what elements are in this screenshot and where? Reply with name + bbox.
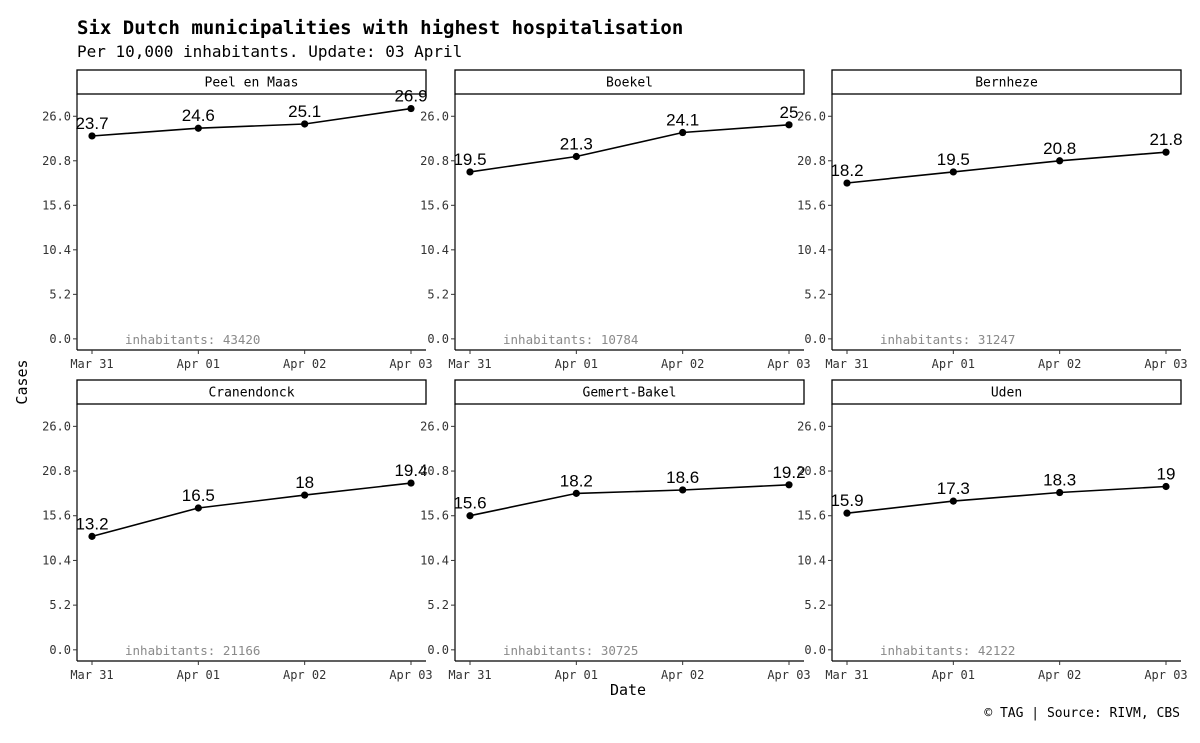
data-point (1162, 149, 1169, 156)
data-point (573, 153, 580, 160)
y-tick-label: 20.8 (420, 464, 449, 479)
data-label: 13.2 (75, 514, 109, 534)
x-tick-label: Apr 03 (389, 357, 433, 371)
data-label: 20.8 (1043, 138, 1077, 158)
x-tick-label: Apr 03 (767, 357, 811, 371)
data-point (785, 121, 792, 128)
y-tick-label: 26.0 (420, 109, 449, 124)
data-label: 18.2 (559, 471, 593, 491)
x-tick-label: Apr 03 (1144, 668, 1188, 682)
data-label: 21.3 (559, 134, 593, 154)
y-axis-title: Cases (13, 359, 31, 405)
y-tick-label: 20.8 (42, 153, 71, 168)
x-tick-label: Apr 02 (660, 668, 705, 682)
facet-strip-label: Boekel (606, 75, 653, 91)
x-tick-label: Mar 31 (825, 668, 869, 682)
y-tick-label: 0.0 (427, 642, 449, 657)
data-point (843, 179, 850, 186)
y-tick-label: 20.8 (797, 464, 826, 479)
data-point (407, 479, 414, 486)
x-tick-label: Apr 01 (931, 357, 976, 371)
facet-strip-label: Cranendonck (208, 385, 295, 401)
data-point (1162, 483, 1169, 490)
y-tick-label: 5.2 (804, 598, 826, 613)
data-point (679, 486, 686, 493)
x-tick-label: Mar 31 (70, 357, 114, 371)
data-point (195, 504, 202, 511)
panel-gemert-bakel (420, 380, 811, 682)
inhabitants-label: inhabitants: 10784 (503, 332, 639, 347)
panel-uden (797, 380, 1188, 682)
data-label: 17.3 (936, 479, 970, 499)
panel-peel-en-maas (42, 70, 433, 371)
y-tick-label: 5.2 (49, 287, 71, 302)
data-label: 19.4 (394, 461, 428, 481)
data-point (301, 120, 308, 127)
chart-title: Six Dutch municipalities with highest hospitalisation (77, 17, 684, 39)
data-point (679, 129, 686, 136)
data-label: 23.7 (75, 113, 109, 133)
y-tick-label: 10.4 (42, 242, 71, 257)
x-tick-label: Apr 03 (389, 668, 433, 682)
x-tick-label: Apr 02 (282, 357, 327, 371)
series-line (847, 487, 1166, 514)
y-tick-label: 0.0 (804, 642, 826, 657)
facet-strip-label: Peel en Maas (204, 75, 299, 91)
facet-strip-label: Uden (990, 385, 1023, 401)
y-tick-label: 0.0 (49, 642, 71, 657)
data-point (950, 498, 957, 505)
y-tick-label: 0.0 (49, 331, 71, 346)
data-point (88, 132, 95, 139)
x-tick-label: Apr 02 (660, 357, 705, 371)
y-tick-label: 15.6 (420, 508, 449, 523)
panel-bernheze (797, 70, 1188, 371)
x-tick-label: Apr 02 (1037, 668, 1082, 682)
data-label: 18 (295, 473, 315, 493)
data-label: 24.1 (666, 110, 700, 130)
y-tick-label: 20.8 (42, 464, 71, 479)
y-tick-label: 15.6 (797, 508, 826, 523)
inhabitants-label: inhabitants: 31247 (880, 332, 1016, 347)
data-label: 18.2 (830, 161, 864, 181)
y-tick-label: 26.0 (42, 419, 71, 434)
inhabitants-label: inhabitants: 42122 (880, 643, 1016, 658)
facet-strip-label: Bernheze (975, 75, 1038, 91)
data-label: 19.2 (772, 462, 806, 482)
data-point (785, 481, 792, 488)
x-tick-label: Apr 01 (554, 668, 599, 682)
y-tick-label: 15.6 (420, 198, 449, 213)
data-label: 26.9 (394, 86, 428, 106)
data-label: 19.5 (936, 149, 970, 169)
data-point (1056, 157, 1063, 164)
y-tick-label: 10.4 (420, 242, 449, 257)
x-tick-label: Mar 31 (448, 668, 492, 682)
y-tick-label: 10.4 (797, 553, 826, 568)
series-line (92, 109, 411, 136)
inhabitants-label: inhabitants: 43420 (125, 332, 261, 347)
y-tick-label: 10.4 (797, 242, 826, 257)
chart-subtitle: Per 10,000 inhabitants. Update: 03 April (77, 42, 463, 61)
data-label: 18.6 (666, 467, 700, 487)
data-point (301, 492, 308, 499)
x-tick-label: Mar 31 (448, 357, 492, 371)
y-tick-label: 15.6 (42, 198, 71, 213)
y-tick-label: 5.2 (804, 287, 826, 302)
data-point (1056, 489, 1063, 496)
x-tick-label: Apr 03 (1144, 357, 1188, 371)
y-tick-label: 10.4 (42, 553, 71, 568)
data-label: 16.5 (181, 486, 215, 506)
data-label: 21.8 (1149, 130, 1183, 150)
x-tick-label: Apr 01 (176, 357, 221, 371)
data-label: 19 (1156, 464, 1176, 484)
y-tick-label: 5.2 (427, 598, 449, 613)
y-tick-label: 10.4 (420, 553, 449, 568)
data-point (88, 533, 95, 540)
x-tick-label: Apr 01 (931, 668, 976, 682)
y-tick-label: 0.0 (427, 331, 449, 346)
panel-cranendonck (42, 380, 433, 682)
y-tick-label: 5.2 (49, 598, 71, 613)
series-line (847, 149, 1166, 183)
series-line (470, 485, 789, 516)
data-point (466, 168, 473, 175)
data-label: 24.6 (181, 106, 215, 126)
y-tick-label: 0.0 (804, 331, 826, 346)
x-axis-title: Date (609, 681, 647, 699)
chart-caption: © TAG | Source: RIVM, CBS (984, 706, 1180, 721)
x-tick-label: Apr 01 (176, 668, 221, 682)
y-tick-label: 26.0 (420, 419, 449, 434)
data-label: 19.5 (453, 149, 487, 169)
series-line (92, 483, 411, 536)
x-tick-label: Apr 02 (1037, 357, 1082, 371)
inhabitants-label: inhabitants: 30725 (503, 643, 639, 658)
x-tick-label: Mar 31 (70, 668, 114, 682)
x-tick-label: Apr 03 (767, 668, 811, 682)
data-point (950, 168, 957, 175)
y-tick-label: 26.0 (797, 419, 826, 434)
data-label: 18.3 (1043, 470, 1077, 490)
x-tick-label: Apr 01 (554, 357, 599, 371)
y-tick-label: 20.8 (797, 153, 826, 168)
x-tick-label: Mar 31 (825, 357, 869, 371)
facet-strip-label: Gemert-Bakel (582, 385, 677, 401)
data-point (195, 125, 202, 132)
y-tick-label: 5.2 (427, 287, 449, 302)
y-tick-label: 15.6 (797, 198, 826, 213)
data-label: 25.1 (288, 101, 322, 121)
series-line (470, 125, 789, 172)
facet-panels (42, 70, 1188, 682)
y-tick-label: 26.0 (42, 109, 71, 124)
y-tick-label: 15.6 (42, 508, 71, 523)
y-tick-label: 20.8 (420, 153, 449, 168)
data-point (466, 512, 473, 519)
data-point (573, 490, 580, 497)
panel-boekel (420, 70, 811, 371)
x-tick-label: Apr 02 (282, 668, 327, 682)
data-point (843, 510, 850, 517)
data-label: 25 (779, 102, 799, 122)
y-tick-label: 26.0 (797, 109, 826, 124)
data-point (407, 105, 414, 112)
data-label: 15.9 (830, 491, 864, 511)
data-label: 15.6 (453, 493, 487, 513)
inhabitants-label: inhabitants: 21166 (125, 643, 261, 658)
